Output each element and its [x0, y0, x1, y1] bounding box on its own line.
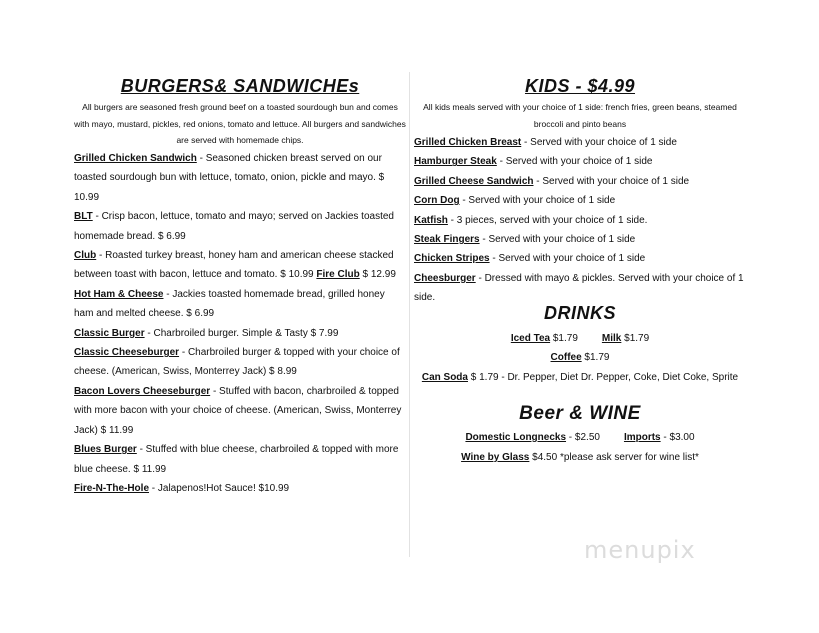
- item-desc: - Stuffed with bacon, charbroiled & topped with more bacon with your choice of cheese. (American, Swiss, Monterrey Jack) $ 11.99: [74, 385, 402, 436]
- item-desc: - Served with your choice of 1 side: [533, 175, 690, 187]
- beer-row-1: [414, 428, 746, 448]
- item-name: Katfish: [414, 214, 448, 226]
- item-name: Cheesburger: [414, 272, 476, 284]
- drinks-heading: DRINKS: [543, 303, 616, 323]
- item-name: Wine by Glass: [461, 452, 530, 463]
- menu-item: [74, 382, 406, 440]
- menu-item: [414, 172, 746, 191]
- menu-item: [414, 211, 746, 230]
- item-name: Fire Club: [316, 269, 360, 281]
- menu-item: [74, 285, 406, 324]
- item-desc: - Served with your choice of 1 side: [479, 234, 636, 246]
- item-desc: - Stuffed with blue cheese, charbroiled & topped with more blue cheese. $ 11.99: [74, 444, 399, 475]
- kids-intro: All kids meals served with your choice of 1 side: french fries, green beans, steamed broccoli and pinto beans: [423, 102, 737, 129]
- kids-list: [414, 133, 746, 308]
- item-desc: - Served with your choice of 1 side: [496, 156, 653, 168]
- item-name: Hamburger Steak: [414, 156, 497, 168]
- item-name: Steak Fingers: [414, 234, 480, 246]
- menu-item: [74, 479, 406, 498]
- menu-item: [414, 249, 746, 268]
- item-name: Milk: [601, 333, 622, 344]
- menu-item: [74, 246, 406, 285]
- item-name: Grilled Chicken Breast: [414, 137, 522, 148]
- item-price: $1.79: [621, 333, 650, 344]
- menu-item: [74, 324, 406, 343]
- item-name: BLT: [74, 211, 93, 223]
- burgers-heading: BURGERS& SANDWICHEs: [120, 76, 360, 96]
- item-desc: - Served with your choice of 1 side: [521, 137, 677, 148]
- item-name: Coffee: [550, 352, 582, 363]
- item-name: Chicken Stripes: [414, 253, 490, 265]
- item-desc: - Jackies toasted homemade bread, grilled honey ham and melted cheese. $ 6.99: [74, 288, 385, 320]
- item-name: Fire-N-The-Hole: [74, 482, 149, 494]
- item-desc: - Served with your choice of 1 side: [459, 195, 616, 207]
- item-name: Grilled Cheese Sandwich: [414, 175, 534, 187]
- menu-item: [74, 207, 406, 246]
- drinks-row-1: [414, 329, 746, 349]
- menu-item: [74, 343, 406, 382]
- beer-wine-heading: Beer & WINE: [519, 403, 641, 424]
- item-desc: $ 12.99: [359, 269, 396, 281]
- item-desc: - Roasted turkey breast, honey ham and american cheese stacked between toast with bacon, lettuce and tomato. $ 10.99: [74, 250, 394, 281]
- item-desc: $4.50 *please ask server for wine list*: [529, 452, 699, 463]
- item-price: $1.79: [581, 352, 610, 363]
- item-name: Bacon Lovers Cheeseburger: [74, 385, 211, 397]
- item-desc: - Served with your choice of 1 side: [489, 253, 646, 265]
- beer-row-2: [414, 448, 746, 468]
- item-name: Iced Tea: [510, 333, 551, 344]
- menu-item: [414, 133, 746, 152]
- menu-item: [414, 230, 746, 249]
- item-name: Can Soda: [421, 372, 468, 383]
- item-desc: $ 1.79 - Dr. Pepper, Diet Dr. Pepper, Coke, Diet Coke, Sprite: [467, 372, 739, 383]
- item-name: Blues Burger: [74, 444, 137, 456]
- item-desc: - Crisp bacon, lettuce, tomato and mayo; served on Jackies toasted homemade bread. $ 6.99: [74, 211, 394, 242]
- menu-item: [74, 440, 406, 479]
- item-name: Hot Ham & Cheese: [74, 288, 164, 300]
- item-desc: - Charbroiled burger. Simple & Tasty $ 7.99: [144, 327, 339, 339]
- item-desc: - Jalapenos!Hot Sauce! $10.99: [149, 482, 290, 494]
- column-divider: [409, 72, 410, 557]
- item-name: Classic Burger: [74, 327, 145, 339]
- burgers-intro: All burgers are seasoned fresh ground beef on a toasted sourdough bun and comes with mayo, mustard, pickles, red onions, tomato and lettuce. All burgers and sandwiches are served with homemade chips.: [74, 102, 406, 145]
- item-desc: - Seasoned chicken breast served on our toasted sourdough bun with lettuce, tomato, onion, pickle and mayo. $ 10.99: [74, 153, 385, 203]
- burgers-list: [74, 149, 406, 498]
- item-price: $1.79: [550, 333, 578, 344]
- item-name: Grilled Chicken Sandwich: [74, 153, 197, 164]
- item-desc: - Dressed with mayo & pickles. Served with your choice of 1 side.: [414, 272, 744, 304]
- menu-item: [414, 191, 746, 210]
- item-desc: - Charbroiled burger & topped with your choice of cheese. (American, Swiss, Monterrey Jack) $ 8.99: [74, 347, 400, 378]
- item-price: - $2.50: [566, 432, 600, 443]
- item-name: Corn Dog: [414, 195, 460, 207]
- menu-item: [414, 269, 746, 308]
- item-name: Domestic Longnecks: [465, 432, 567, 443]
- item-price: - $3.00: [660, 432, 695, 443]
- item-desc: - 3 pieces, served with your choice of 1 side.: [447, 214, 648, 226]
- item-name: Classic Cheeseburger: [74, 347, 180, 359]
- drinks-row-2: [414, 348, 746, 368]
- item-name: Club: [74, 250, 97, 262]
- menu-item: [74, 149, 406, 207]
- drinks-row-3: [414, 368, 746, 388]
- menu-item: [414, 152, 746, 171]
- kids-heading: KIDS - $4.99: [524, 76, 636, 96]
- menupix-watermark: menupix: [584, 536, 696, 564]
- item-name: Imports: [623, 432, 661, 443]
